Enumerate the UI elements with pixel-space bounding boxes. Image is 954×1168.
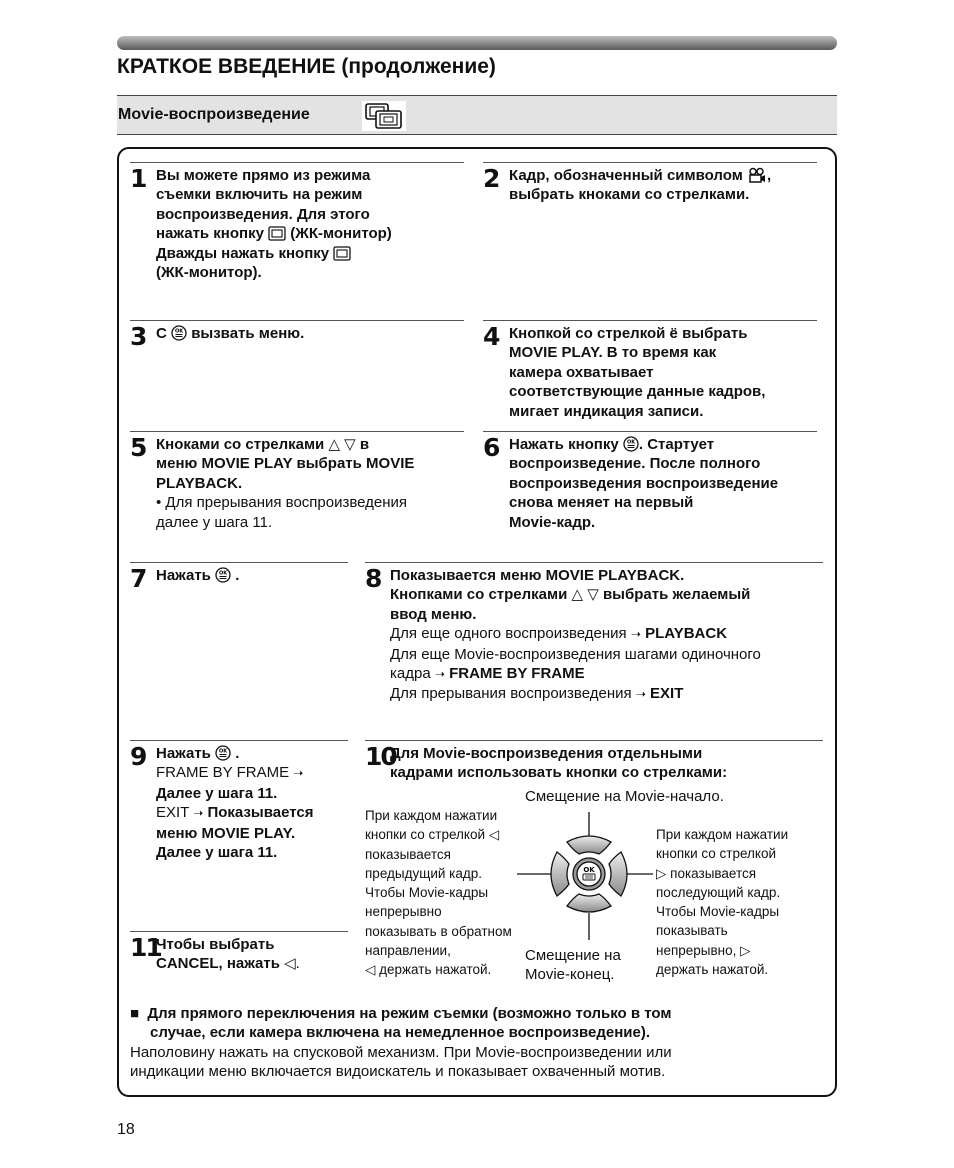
movie-camera-icon xyxy=(747,167,767,183)
step-7-text: Нажать OK . xyxy=(156,567,240,584)
svg-text:OK: OK xyxy=(174,328,184,335)
step-2-number: 2 xyxy=(483,164,499,193)
section-title: Movie-воспроизведение xyxy=(118,106,310,123)
step-rule xyxy=(130,431,464,432)
step-10-number: 10 xyxy=(365,742,396,771)
step-10-text: Для Movie-воспроизведения отдельными кадрами использовать кнопки со стрелками: xyxy=(390,745,728,782)
arrow-pad-diagram xyxy=(515,810,655,945)
diagram-right-note: При каждом нажатии кнопки со стрелкой ▷ показывается последующий кадр. Чтобы Movie-кадры показывать непрерывно, ▷ держать нажатой. xyxy=(656,827,789,978)
diagram-top-label: Смещение на Movie-начало. xyxy=(525,788,724,805)
ok-button-icon xyxy=(171,325,187,341)
lcd-monitor-icon xyxy=(268,226,286,241)
step-rule xyxy=(130,320,464,321)
step-11-text: Чтобы выбрать CANCEL, нажать ◁. xyxy=(156,936,300,973)
step-rule xyxy=(483,431,817,432)
step-rule xyxy=(130,931,348,932)
arrow-up-button xyxy=(567,836,611,854)
step-1-number: 1 xyxy=(130,164,146,193)
step-2-text: Кадр, обозначенный символом , выбрать кноками со стрелками. xyxy=(509,167,772,204)
step-rule xyxy=(130,162,464,163)
top-decor-bar xyxy=(117,36,837,50)
svg-text:OK: OK xyxy=(219,570,228,577)
arrow-right-button xyxy=(609,852,627,896)
step-7-number: 7 xyxy=(130,564,146,593)
step-rule xyxy=(130,562,348,563)
arrow-left-button xyxy=(551,852,569,896)
lcd-monitor-icon xyxy=(333,246,351,261)
step-rule xyxy=(130,740,348,741)
step-9-text: Нажать OK . FRAME BY FRAME ➝ Далее у шага 11. EXIT ➝ Показывается меню MOVIE PLAY. Далее у шага 11. xyxy=(156,745,314,862)
page-title: КРАТКОЕ ВВЕДЕНИЕ (продолжение) xyxy=(117,55,496,78)
step-rule xyxy=(365,562,823,563)
page-number: 18 xyxy=(117,1121,135,1138)
svg-text:OK: OK xyxy=(626,439,635,446)
ok-button-icon xyxy=(623,436,639,452)
step-8-number: 8 xyxy=(365,564,381,593)
ok-button-icon xyxy=(215,745,231,761)
ok-button-icon xyxy=(215,567,231,583)
step-rule xyxy=(483,320,817,321)
step-rule xyxy=(483,162,817,163)
svg-text:OK: OK xyxy=(219,748,228,755)
step-6-number: 6 xyxy=(483,433,499,462)
step-3-number: 3 xyxy=(130,322,146,351)
step-rule xyxy=(365,740,823,741)
step-9-number: 9 xyxy=(130,742,146,771)
step-4-number: 4 xyxy=(483,322,499,351)
step-6-text: Нажать кнопку OK . Стартует воспроизведение. После полного воспроизведения воспроизведение снова меняет на первый Movie-кадр. xyxy=(509,436,779,531)
ok-label: OK xyxy=(583,866,595,874)
diagram-bottom-label: Смещение на Movie-конец. xyxy=(525,947,621,984)
movie-playback-icon xyxy=(362,101,406,131)
step-3-text: С OK вызвать меню. xyxy=(156,325,305,342)
step-1-text: Вы можете прямо из режима съемки включить на режим воспроизведения. Для этого нажать кнопку (ЖК-монитор) Дважды нажать кнопку (ЖК-монитор). xyxy=(156,167,392,282)
diagram-left-note: При каждом нажатии кнопки со стрелкой ◁ показывается предыдущий кадр. Чтобы Movie-кадры непрерывно показывать в обратном направлении, ◁ держать нажатой. xyxy=(365,808,512,978)
step-5-number: 5 xyxy=(130,433,146,462)
step-4-text: Кнопкой со стрелкой ё выбрать MOVIE PLAY. В то время как камера охватывает соответствующие данные кадров, мигает индикация записи. xyxy=(509,325,766,420)
step-8-text: Показывается меню MOVIE PLAYBACK. Кнопками со стрелками △ ▽ выбрать желаемый ввод меню. Для еще одного воспроизведения ➝ PLAYBACK Для еще Movie-воспроизведения шагами одиночного кадра ➝ FRAME BY FRAME Для прерывания воспроизведения ➝ EXIT xyxy=(390,567,761,703)
arrow-down-button xyxy=(567,894,611,912)
step-11-number: 11 xyxy=(130,933,161,962)
step-5-text: Кноками со стрелками △ ▽ в меню MOVIE PLAY выбрать MOVIE PLAYBACK. • Для прерывания воспроизведения далее у шага 11. xyxy=(156,436,415,531)
footer-note: ■ Для прямого переключения на режим съемки (возможно только в том случае, если камера включена на немедленное воспроизведение). Наполовину нажать на спусковой механизм. При Movie-воспроизведении или индикации меню включается видоискатель и показывает охваченный мотив. xyxy=(130,1005,672,1081)
